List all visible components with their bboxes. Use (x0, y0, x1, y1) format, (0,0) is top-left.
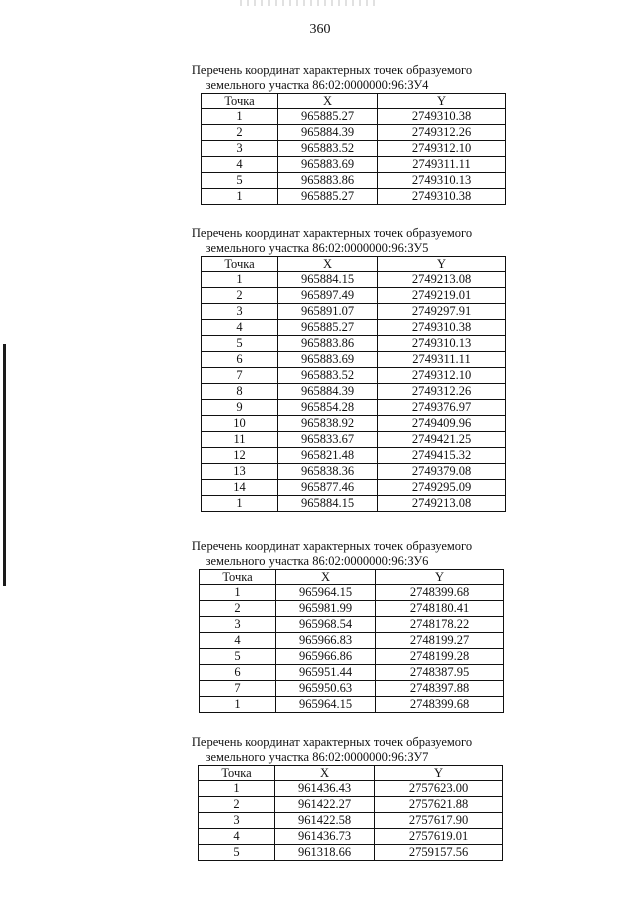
point-cell: 12 (202, 448, 278, 464)
y-cell: 2757621.88 (375, 797, 503, 813)
x-cell: 965883.86 (278, 336, 378, 352)
point-cell: 1 (200, 697, 276, 713)
y-cell: 2759157.56 (375, 845, 503, 861)
y-cell: 2749297.91 (378, 304, 506, 320)
header-y: Y (376, 570, 504, 585)
table-caption (0, 226, 640, 256)
x-cell: 961436.43 (275, 781, 375, 797)
caption-line: Перечень координат характерных точек образуемого (191, 63, 473, 77)
y-cell: 2749310.38 (378, 189, 506, 205)
table-header-row (200, 570, 504, 585)
x-cell: 965885.27 (278, 320, 378, 336)
x-cell: 965883.52 (278, 141, 378, 157)
x-cell: 965885.27 (278, 189, 378, 205)
x-cell: 965883.52 (278, 368, 378, 384)
table-row (202, 352, 506, 368)
y-cell: 2749312.10 (378, 368, 506, 384)
header-x: X (275, 766, 375, 781)
point-cell: 4 (202, 320, 278, 336)
point-cell: 5 (200, 649, 276, 665)
y-cell: 2749310.13 (378, 173, 506, 189)
x-cell: 961422.27 (275, 797, 375, 813)
header-x: X (276, 570, 376, 585)
x-cell: 965884.39 (278, 384, 378, 400)
point-cell: 1 (200, 585, 276, 601)
table-row (200, 649, 504, 665)
y-cell: 2748199.28 (376, 649, 504, 665)
table-row (199, 797, 503, 813)
point-cell: 1 (202, 189, 278, 205)
table-row (202, 272, 506, 288)
x-cell: 965833.67 (278, 432, 378, 448)
caption-line: земельного участка 86:02:0000000:96:ЗУ5 (205, 241, 429, 255)
x-cell: 965950.63 (276, 681, 376, 697)
coordinates-table (201, 256, 506, 512)
table-row (202, 109, 506, 125)
y-cell: 2748180.41 (376, 601, 504, 617)
caption-line: земельного участка 86:02:0000000:96:ЗУ7 (205, 750, 429, 764)
table-row (200, 617, 504, 633)
y-cell: 2749312.26 (378, 125, 506, 141)
y-cell: 2749310.38 (378, 109, 506, 125)
header-x: X (278, 94, 378, 109)
x-cell: 965981.99 (276, 601, 376, 617)
point-cell: 10 (202, 416, 278, 432)
table-header-row (202, 257, 506, 272)
caption-line: земельного участка 86:02:0000000:96:ЗУ6 (205, 554, 429, 568)
x-cell: 965951.44 (276, 665, 376, 681)
table-caption (0, 735, 640, 765)
y-cell: 2749311.11 (378, 352, 506, 368)
y-cell: 2749310.13 (378, 336, 506, 352)
table-row (202, 304, 506, 320)
table-row (202, 448, 506, 464)
y-cell: 2757623.00 (375, 781, 503, 797)
table-row (199, 781, 503, 797)
y-cell: 2748399.68 (376, 697, 504, 713)
y-cell: 2748178.22 (376, 617, 504, 633)
coordinates-table (201, 93, 506, 205)
x-cell: 965966.86 (276, 649, 376, 665)
y-cell: 2749311.11 (378, 157, 506, 173)
caption-line: земельного участка 86:02:0000000:96:ЗУ4 (205, 78, 429, 92)
x-cell: 965838.36 (278, 464, 378, 480)
y-cell: 2748199.27 (376, 633, 504, 649)
table-row (202, 400, 506, 416)
table-row (202, 336, 506, 352)
y-cell: 2749421.25 (378, 432, 506, 448)
caption-line: Перечень координат характерных точек образуемого (191, 735, 473, 749)
y-cell: 2748387.95 (376, 665, 504, 681)
caption-line: Перечень координат характерных точек образуемого (191, 539, 473, 553)
point-cell: 7 (200, 681, 276, 697)
point-cell: 3 (202, 141, 278, 157)
y-cell: 2749310.38 (378, 320, 506, 336)
point-cell: 6 (200, 665, 276, 681)
table-header-row (199, 766, 503, 781)
header-y: Y (378, 257, 506, 272)
y-cell: 2749219.01 (378, 288, 506, 304)
x-cell: 965964.15 (276, 697, 376, 713)
page-number: 360 (309, 22, 331, 37)
coordinates-section-zu4 (0, 63, 640, 205)
y-cell: 2749415.32 (378, 448, 506, 464)
header-point: Точка (200, 570, 276, 585)
y-cell: 2757619.01 (375, 829, 503, 845)
point-cell: 13 (202, 464, 278, 480)
y-cell: 2749312.10 (378, 141, 506, 157)
point-cell: 6 (202, 352, 278, 368)
y-cell: 2748399.68 (376, 585, 504, 601)
table-row (202, 368, 506, 384)
x-cell: 965964.15 (276, 585, 376, 601)
x-cell: 965883.69 (278, 352, 378, 368)
table-row (202, 141, 506, 157)
x-cell: 965884.15 (278, 272, 378, 288)
point-cell: 5 (202, 336, 278, 352)
table-row (202, 480, 506, 496)
table-row (200, 633, 504, 649)
y-cell: 2749379.08 (378, 464, 506, 480)
point-cell: 3 (202, 304, 278, 320)
x-cell: 965883.86 (278, 173, 378, 189)
table-row (199, 845, 503, 861)
x-cell: 965968.54 (276, 617, 376, 633)
coordinates-table (199, 569, 504, 713)
y-cell: 2749213.08 (378, 496, 506, 512)
x-cell: 965885.27 (278, 109, 378, 125)
table-row (200, 681, 504, 697)
table-row (199, 829, 503, 845)
x-cell: 965891.07 (278, 304, 378, 320)
x-cell: 961436.73 (275, 829, 375, 845)
x-cell: 965884.39 (278, 125, 378, 141)
point-cell: 1 (202, 272, 278, 288)
point-cell: 9 (202, 400, 278, 416)
scan-artifact (240, 0, 380, 6)
table-row (202, 173, 506, 189)
header-point: Точка (202, 257, 278, 272)
x-cell: 965884.15 (278, 496, 378, 512)
x-cell: 965821.48 (278, 448, 378, 464)
point-cell: 3 (200, 617, 276, 633)
x-cell: 965854.28 (278, 400, 378, 416)
table-row (200, 665, 504, 681)
header-point: Точка (199, 766, 275, 781)
point-cell: 4 (199, 829, 275, 845)
table-header-row (202, 94, 506, 109)
table-row (200, 601, 504, 617)
x-cell: 961422.58 (275, 813, 375, 829)
point-cell: 14 (202, 480, 278, 496)
point-cell: 2 (199, 797, 275, 813)
table-row (202, 320, 506, 336)
point-cell: 2 (202, 125, 278, 141)
x-cell: 965897.49 (278, 288, 378, 304)
x-cell: 965877.46 (278, 480, 378, 496)
table-row (199, 813, 503, 829)
point-cell: 5 (199, 845, 275, 861)
header-y: Y (378, 94, 506, 109)
x-cell: 965883.69 (278, 157, 378, 173)
point-cell: 4 (202, 157, 278, 173)
y-cell: 2749409.96 (378, 416, 506, 432)
y-cell: 2749312.26 (378, 384, 506, 400)
x-cell: 965966.83 (276, 633, 376, 649)
table-row (202, 496, 506, 512)
point-cell: 7 (202, 368, 278, 384)
coordinates-section-zu5 (0, 226, 640, 512)
point-cell: 4 (200, 633, 276, 649)
point-cell: 1 (199, 781, 275, 797)
table-row (202, 157, 506, 173)
table-row (202, 189, 506, 205)
table-row (202, 432, 506, 448)
table-row (200, 585, 504, 601)
y-cell: 2757617.90 (375, 813, 503, 829)
point-cell: 1 (202, 496, 278, 512)
header-point: Точка (202, 94, 278, 109)
table-row (202, 384, 506, 400)
header-x: X (278, 257, 378, 272)
table-row (202, 288, 506, 304)
table-row (202, 464, 506, 480)
point-cell: 3 (199, 813, 275, 829)
x-cell: 965838.92 (278, 416, 378, 432)
coordinates-table (198, 765, 503, 861)
point-cell: 2 (202, 288, 278, 304)
table-row (202, 125, 506, 141)
x-cell: 961318.66 (275, 845, 375, 861)
point-cell: 2 (200, 601, 276, 617)
point-cell: 1 (202, 109, 278, 125)
table-row (200, 697, 504, 713)
point-cell: 5 (202, 173, 278, 189)
coordinates-section-zu6 (0, 539, 640, 713)
table-caption (0, 63, 640, 93)
y-cell: 2749295.09 (378, 480, 506, 496)
coordinates-section-zu7 (0, 735, 640, 861)
table-row (202, 416, 506, 432)
caption-line: Перечень координат характерных точек образуемого (191, 226, 473, 240)
table-caption (0, 539, 640, 569)
y-cell: 2748397.88 (376, 681, 504, 697)
y-cell: 2749213.08 (378, 272, 506, 288)
y-cell: 2749376.97 (378, 400, 506, 416)
point-cell: 11 (202, 432, 278, 448)
point-cell: 8 (202, 384, 278, 400)
header-y: Y (375, 766, 503, 781)
